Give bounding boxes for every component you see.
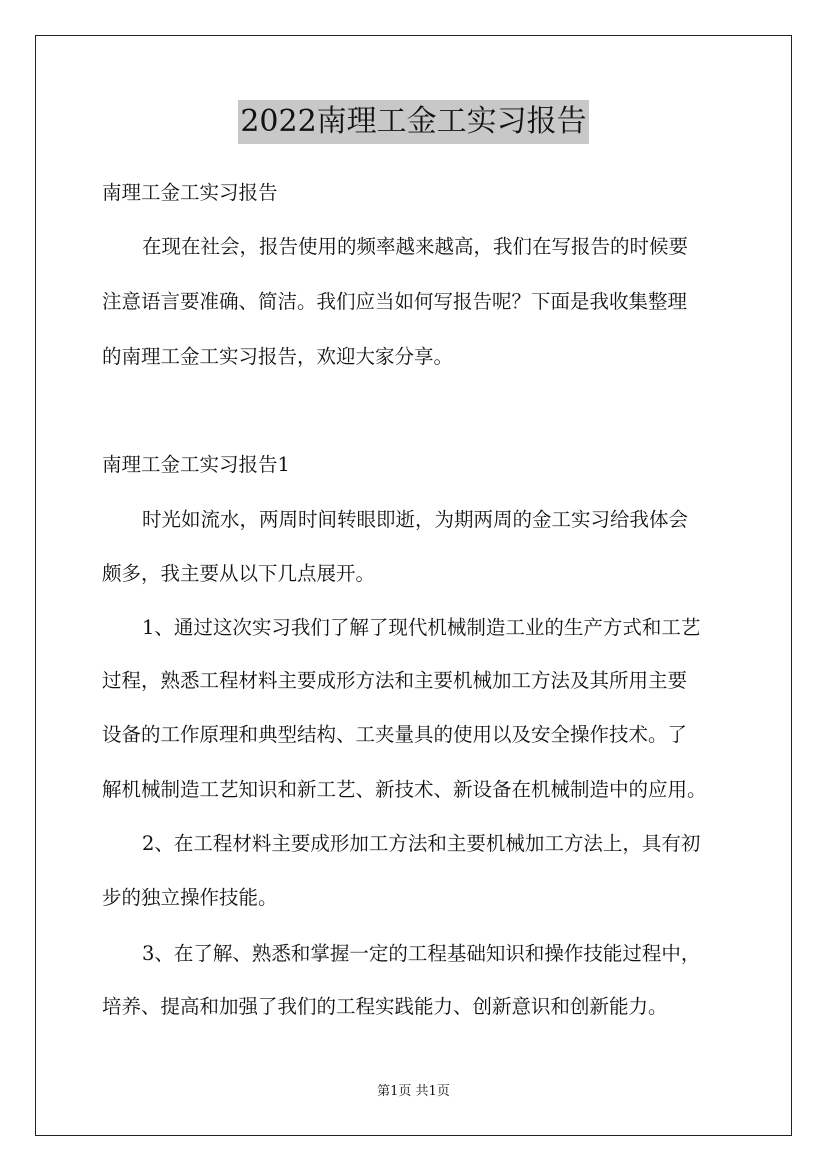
body-line: 颇多，我主要从以下几点展开。: [102, 562, 376, 585]
intro-line: 注意语言要准确、简洁。我们应当如何写报告呢？下面是我收集整理: [102, 290, 688, 313]
body-line: 步的独立操作技能。: [102, 886, 278, 909]
section-heading: 南理工金工实习报告1: [102, 453, 290, 476]
title-container: [0, 100, 827, 144]
intro-line: 的南理工金工实习报告，欢迎大家分享。: [102, 345, 454, 368]
body-line: 过程，熟悉工程材料主要成形方法和主要机械加工方法及其所用主要: [102, 669, 688, 692]
body-line: 3、在了解、熟悉和掌握一定的工程基础知识和操作技能过程中，: [142, 942, 701, 965]
intro-line: 在现在社会，报告使用的频率越来越高，我们在写报告的时候要: [142, 235, 689, 258]
body-line: 1、通过这次实习我们了解了现代机械制造工业的生产方式和工艺: [142, 616, 701, 639]
body-line: 解机械制造工艺知识和新工艺、新技术、新设备在机械制造中的应用。: [102, 778, 707, 801]
body-line: 2、在工程材料主要成形加工方法和主要机械加工方法上，具有初: [142, 832, 701, 855]
body-line: 时光如流水，两周时间转眼即逝，为期两周的金工实习给我体会: [142, 508, 689, 531]
page-number-footer: 第1页 共1页: [377, 1084, 450, 1099]
document-title: 2022南理工金工实习报告: [238, 100, 588, 144]
subtitle: 南理工金工实习报告: [102, 181, 278, 204]
body-line: 设备的工作原理和典型结构、工夹量具的使用以及安全操作技术。了: [102, 723, 688, 746]
body-line: 培养、提高和加强了我们的工程实践能力、创新意识和创新能力。: [102, 995, 668, 1018]
